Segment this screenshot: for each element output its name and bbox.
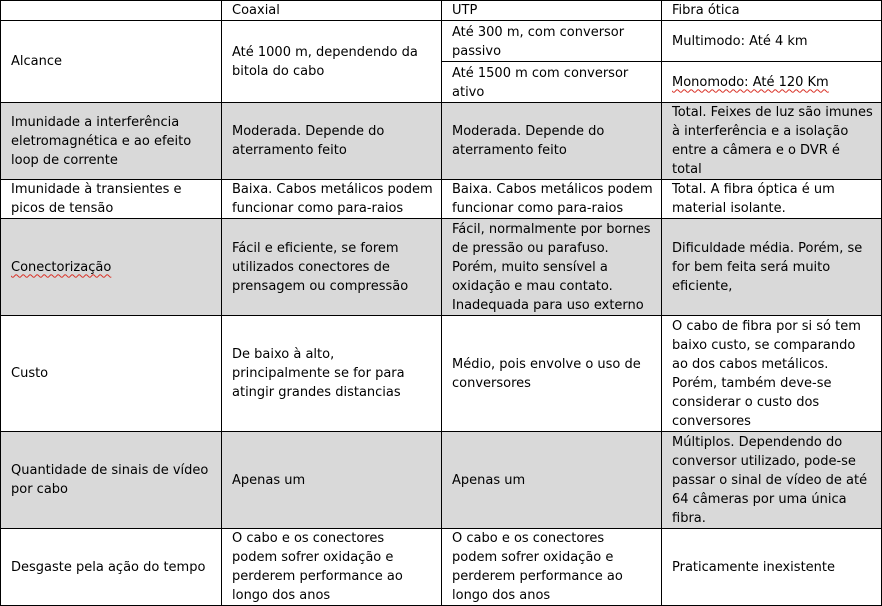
- cell-alcance-fibra-multimodo: Multimodo: Até 4 km: [662, 21, 882, 62]
- row-label-transientes: Imunidade à transientes e picos de tensão: [1, 180, 222, 219]
- header-utp: UTP: [442, 1, 662, 21]
- cell-conectorizacao-fibra: Dificuldade média. Porém, se for bem feita será muito eficiente,: [662, 219, 882, 316]
- table-row-interferencia: [1, 103, 882, 180]
- cell-alcance-utp-passivo: Até 300 m, com conversor passivo: [442, 21, 662, 62]
- header-row: [1, 1, 882, 21]
- conectorizacao-text: Conectorização: [11, 259, 112, 275]
- cell-quantidade-coaxial: Apenas um: [222, 432, 442, 529]
- cell-interferencia-fibra: Total. Feixes de luz são imunes à interferência e a isolação entre a câmera e o DVR é total: [662, 103, 882, 180]
- cell-interferencia-coaxial: Moderada. Depende do aterramento feito: [222, 103, 442, 180]
- cell-custo-coaxial: De baixo à alto, principalmente se for para atingir grandes distancias: [222, 316, 442, 432]
- cell-quantidade-fibra: Múltiplos. Dependendo do conversor utilizado, pode-se passar o sinal de vídeo de até 64 câmeras por uma única fibra.: [662, 432, 882, 529]
- table-row-custo: [1, 316, 882, 432]
- cell-custo-utp: Médio, pois envolve o uso de conversores: [442, 316, 662, 432]
- cell-quantidade-utp: Apenas um: [442, 432, 662, 529]
- row-label-interferencia: Imunidade a interferência eletromagnética e ao efeito loop de corrente: [1, 103, 222, 180]
- table-row-alcance-a: [1, 21, 882, 62]
- cell-alcance-fibra-monomodo: [662, 62, 882, 103]
- header-coaxial: Coaxial: [222, 1, 442, 21]
- cell-transientes-coaxial: Baixa. Cabos metálicos podem funcionar como para-raios: [222, 180, 442, 219]
- cell-desgaste-coaxial: O cabo e os conectores podem sofrer oxidação e perderem performance ao longo dos anos: [222, 529, 442, 606]
- row-label-alcance: Alcance: [1, 21, 222, 103]
- header-empty-cell: [1, 1, 222, 21]
- cell-custo-fibra: O cabo de fibra por si só tem baixo custo, se comparando ao dos cabos metálicos. Porém, também deve-se considerar o custo dos conversores: [662, 316, 882, 432]
- cell-conectorizacao-coaxial: Fácil e eficiente, se forem utilizados conectores de prensagem ou compressão: [222, 219, 442, 316]
- cell-alcance-utp-ativo: Até 1500 m com conversor ativo: [442, 62, 662, 103]
- table-row-desgaste: [1, 529, 882, 606]
- table-row-transientes: [1, 180, 882, 219]
- cell-interferencia-utp: Moderada. Depende do aterramento feito: [442, 103, 662, 180]
- cell-desgaste-fibra: Praticamente inexistente: [662, 529, 882, 606]
- table-row-quantidade: [1, 432, 882, 529]
- cell-desgaste-utp: O cabo e os conectores podem sofrer oxidação e perderem performance ao longo dos anos: [442, 529, 662, 606]
- cell-transientes-utp: Baixa. Cabos metálicos podem funcionar como para-raios: [442, 180, 662, 219]
- cell-alcance-coaxial: Até 1000 m, dependendo da bitola do cabo: [222, 21, 442, 103]
- row-label-conectorizacao: [1, 219, 222, 316]
- table-row-conectorizacao: [1, 219, 882, 316]
- row-label-custo: Custo: [1, 316, 222, 432]
- cell-conectorizacao-utp: Fácil, normalmente por bornes de pressão ou parafuso. Porém, muito sensível a oxidação e mau contato. Inadequada para uso externo: [442, 219, 662, 316]
- monomodo-text: Monomodo: Até 120 Km: [672, 74, 829, 90]
- row-label-desgaste: Desgaste pela ação do tempo: [1, 529, 222, 606]
- cell-transientes-fibra: Total. A fibra óptica é um material isolante.: [662, 180, 882, 219]
- row-label-quantidade: Quantidade de sinais de vídeo por cabo: [1, 432, 222, 529]
- header-fibra: Fibra ótica: [662, 1, 882, 21]
